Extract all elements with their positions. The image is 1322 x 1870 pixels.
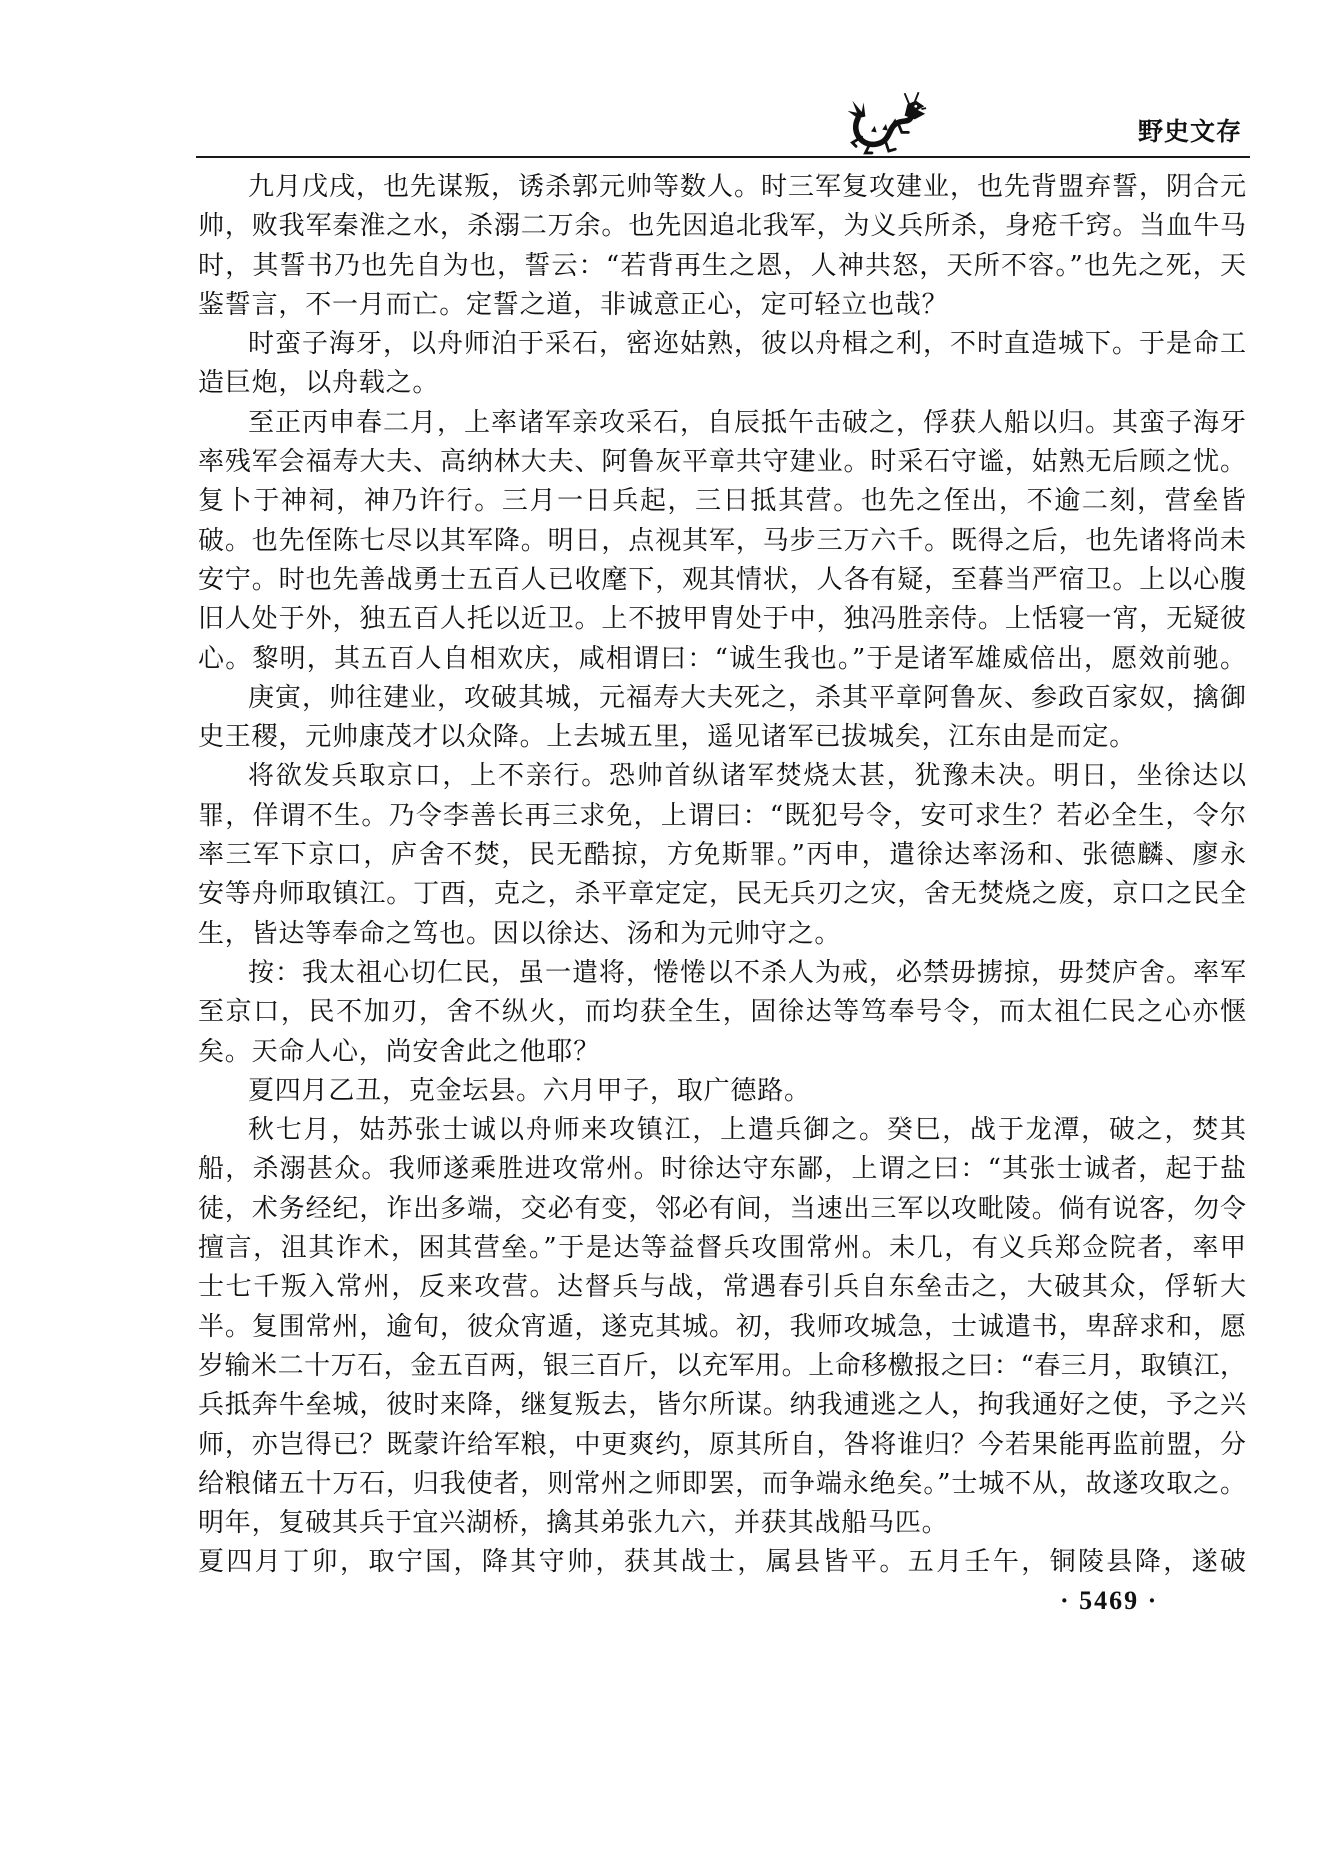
- text-line: 擅言，沮其诈术，困其营垒。”于是达等益督兵攻围常州。未几，有义兵郑佥院者，率甲: [198, 1233, 1246, 1264]
- text-line: 船，杀溺甚众。我师遂乘胜进攻常州。时徐达守东鄙，上谓之曰：“其张士诚者，起于盐: [198, 1154, 1246, 1185]
- paragraph: [198, 168, 1246, 325]
- text-line: 师，亦岂得已？既蒙许给军粮，中更爽约，原其所自，咎将谁归？今若果能再监前盟，分: [198, 1429, 1246, 1460]
- paragraph: [198, 1111, 1246, 1543]
- page-number: · 5469 ·: [1060, 1586, 1159, 1615]
- text-line: 时蛮子海牙，以舟师泊于采石，密迩姑熟，彼以舟楫之利，不时直造城下。于是命工: [248, 329, 1246, 360]
- text-line: 矣。天命人心，尚安舍此之他耶？: [198, 1036, 601, 1067]
- paragraph: [198, 757, 1246, 953]
- text-line: 夏四月丁卯，取宁国，降其守帅，获其战士，属县皆平。五月壬午，铜陵县降，遂破: [198, 1547, 1246, 1578]
- text-line: 罪，佯谓不生。乃令李善长再三求免，上谓曰：“既犯号令，安可求生？若必全生，令尔: [198, 800, 1246, 831]
- text-line: 半。复围常州，逾旬，彼众宵遁，遂克其城。初，我师攻城急，士诚遣书，卑辞求和，愿: [198, 1311, 1246, 1342]
- text-line: 至京口，民不加刃，舍不纵火，而均获全生，固徐达等笃奉号令，而太祖仁民之心亦惬: [198, 997, 1246, 1028]
- text-line: 复卜于神祠，神乃许行。三月一日兵起，三日抵其营。也先之侄出，不逾二刻，营垒皆: [198, 486, 1246, 517]
- text-line: 九月戊戌，也先谋叛，诱杀郭元帅等数人。时三军复攻建业，也先背盟弃誓，阴合元: [248, 172, 1246, 202]
- text-line: 鉴誓言，不一月而亡。定誓之道，非诚意正心，定可轻立也哉？: [198, 289, 949, 320]
- text-line: 安宁。时也先善战勇士五百人已收麾下，观其情状，人各有疑，至暮当严宿卫。上以心腹: [198, 564, 1246, 595]
- dragon-icon: [843, 90, 927, 158]
- paragraph: [198, 679, 1246, 758]
- text-line: 至正丙申春二月，上率诸军亲攻采石，自辰抵午击破之，俘获人船以归。其蛮子海牙: [248, 407, 1246, 438]
- text-line: 旧人处于外，独五百人托以近卫。上不披甲胄处于中，独冯胜亲侍。上恬寝一宵，无疑彼: [198, 604, 1246, 635]
- running-header-title: 野史文存: [1138, 117, 1243, 146]
- paragraph: [198, 404, 1246, 679]
- text-line: 兵抵奔牛垒城，彼时来降，继复叛去，皆尔所谋。纳我逋逃之人，拘我通好之使，予之兴: [198, 1390, 1246, 1421]
- text-line: 士七千叛入常州，反来攻营。达督兵与战，常遇春引兵自东垒击之，大破其众，俘斩大: [198, 1272, 1246, 1303]
- text-line: 安等舟师取镇江。丁酉，克之，杀平章定定，民无兵刃之灾，舍无焚烧之废，京口之民全: [198, 879, 1246, 910]
- text-line: 史王稷，元帅康茂才以众降。上去城五里，遥见诸军已拔城矣，江东由是而定。: [198, 722, 1137, 753]
- paragraph: [198, 1543, 1246, 1582]
- paragraph: [198, 954, 1246, 1072]
- text-line: 夏四月乙丑，克金坛县。六月甲子，取广德路。: [248, 1075, 811, 1106]
- text-line: 岁输米二十万石，金五百两，银三百斤，以充军用。上命移檄报之曰：“春三月，取镇江，: [198, 1350, 1246, 1381]
- text-line: 帅，败我军秦淮之水，杀溺二万余。也先因追北我军，为义兵所杀，身疮千窍。当血牛马: [198, 211, 1246, 242]
- text-line: 将欲发兵取京口，上不亲行。恐帅首纵诸军焚烧太甚，犹豫未决。明日，坐徐达以: [248, 761, 1246, 792]
- text-line: 徒，术务经纪，诈出多端，交必有变，邻必有间，当速出三军以攻毗陵。倘有说客，勿令: [198, 1193, 1246, 1224]
- paragraph: [198, 1072, 1246, 1111]
- text-line: 按：我太祖心切仁民，虽一遣将，惓惓以不杀人为戒，必禁毋掳掠，毋焚庐舍。率军: [248, 957, 1246, 988]
- text-line: 给粮储五十万石，归我使者，则常州之师即罢，而争端永绝矣。”士城不从，故遂攻取之。: [198, 1468, 1246, 1499]
- text-line: 明年，复破其兵于宜兴湖桥，擒其弟张九六，并获其战船马匹。: [198, 1508, 949, 1539]
- body-text: [198, 168, 1246, 1583]
- text-line: 造巨炮，以舟载之。: [198, 368, 440, 399]
- header-rule: [196, 156, 1250, 158]
- text-line: 生，皆达等奉命之笃也。因以徐达、汤和为元帅守之。: [198, 918, 842, 949]
- text-line: 庚寅，帅往建业，攻破其城，元福寿大夫死之，杀其平章阿鲁灰、参政百家奴，擒御: [248, 682, 1246, 713]
- text-line: 时，其誓书乃也先自为也，誓云：“若背再生之恩，人神共怒，天所不容。”也先之死，天: [198, 250, 1246, 281]
- text-line: 心。黎明，其五百人自相欢庆，咸相谓曰：“诚生我也。”于是诸军雄威倍出，愿效前驰。: [198, 643, 1246, 674]
- text-line: 秋七月，姑苏张士诚以舟师来攻镇江，上遣兵御之。癸巳，战于龙潭，破之，焚其: [248, 1115, 1246, 1146]
- text-line: 率三军下京口，庐舍不焚，民无酷掠，方免斯罪。”丙申，遣徐达率汤和、张德麟、廖永: [198, 840, 1246, 871]
- text-line: 率残军会福寿大夫、高纳林大夫、阿鲁灰平章共守建业。时采石守谧，姑熟无后顾之忧。: [198, 447, 1246, 478]
- paragraph: [198, 325, 1246, 404]
- text-line: 破。也先侄陈七尽以其军降。明日，点视其军，马步三万六千。既得之后，也先诸将尚未: [198, 525, 1246, 556]
